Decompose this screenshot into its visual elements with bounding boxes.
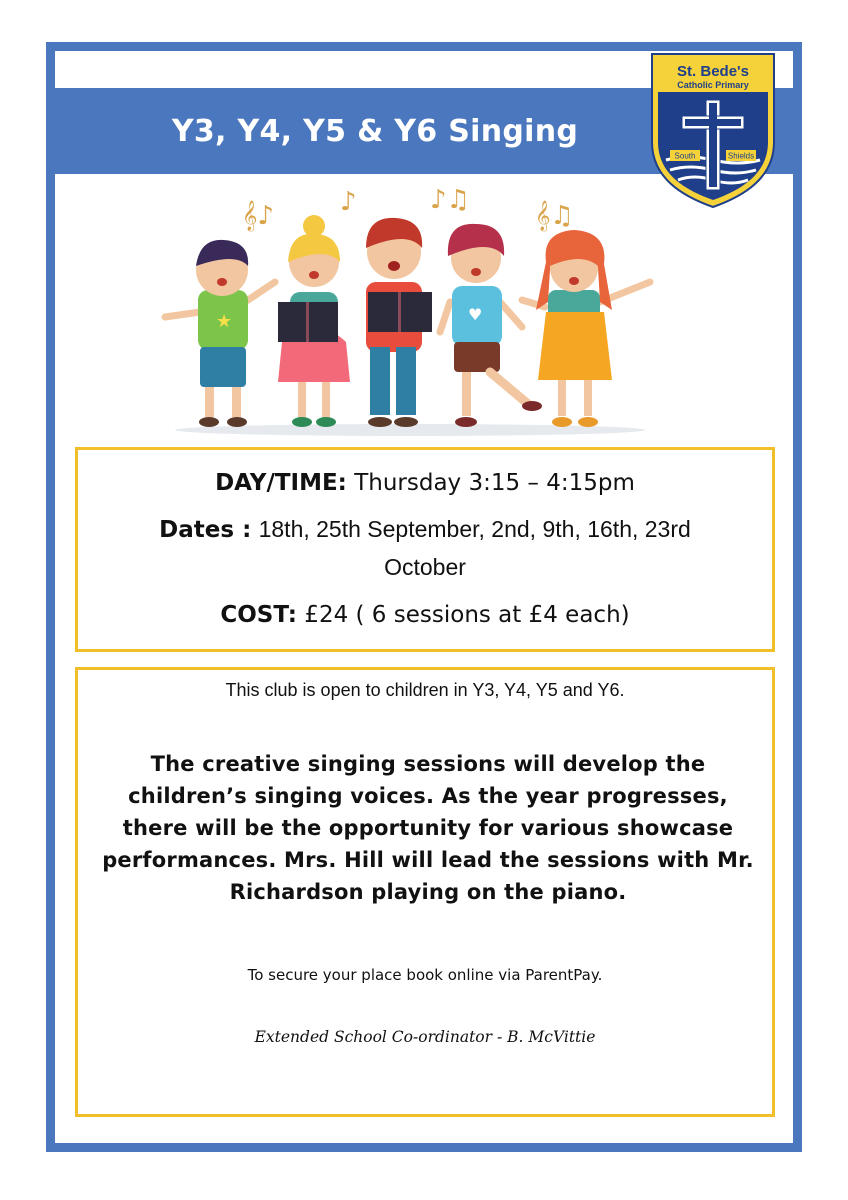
kid-3 — [366, 218, 432, 427]
booking-text: To secure your place book online via ParentPay. — [247, 966, 603, 984]
music-note-icon: 𝄞♪ — [242, 201, 274, 231]
day-time-value: Thursday 3:15 – 4:15pm — [354, 470, 635, 496]
cost-label: COST: — [220, 602, 297, 628]
svg-text:♥: ♥ — [468, 305, 483, 324]
crest-left-word: South — [674, 151, 696, 161]
kid-1 — [165, 240, 275, 427]
dates-value-continued: October — [384, 554, 466, 580]
crest-name: St. Bede's — [677, 63, 749, 80]
dates-line — [78, 516, 772, 543]
music-note-icon: 𝄞♫ — [535, 201, 574, 231]
eligibility-text: This club is open to children in Y3, Y4, Y5 and Y6. — [225, 680, 625, 700]
description-box — [75, 667, 775, 1117]
kid-5 — [522, 230, 650, 427]
crest-right-word: Shields — [727, 151, 755, 161]
svg-text:★: ★ — [216, 311, 233, 332]
singing-children-illustration — [150, 182, 670, 438]
cost-line — [78, 602, 772, 628]
dates-label: Dates : — [159, 517, 252, 543]
kid-4 — [440, 224, 542, 427]
description-paragraph: The creative singing sessions will develop the children’s singing voices. As the year progresses, there will be the opportunity for various showcase performances. Mrs. Hill will lead the sessions with Mr. Richardson playing on the piano. — [102, 752, 754, 904]
crest-subtitle: Catholic Primary — [677, 80, 749, 90]
kid-2 — [278, 215, 350, 427]
session-details-box — [75, 447, 775, 652]
coordinator-text: Extended School Co-ordinator - B. McVittie — [254, 1028, 596, 1046]
music-note-icon: ♪ — [340, 187, 357, 217]
cost-value: £24 ( 6 sessions at £4 each) — [304, 602, 630, 628]
day-time-line — [78, 470, 772, 496]
dates-value: 18th, 25th September, 2nd, 9th, 16th, 23rd — [258, 516, 691, 542]
page-title: Y3, Y4, Y5 & Y6 Singing — [171, 113, 579, 149]
music-note-icon: ♪♫ — [430, 185, 470, 215]
day-time-label: DAY/TIME: — [215, 470, 347, 496]
